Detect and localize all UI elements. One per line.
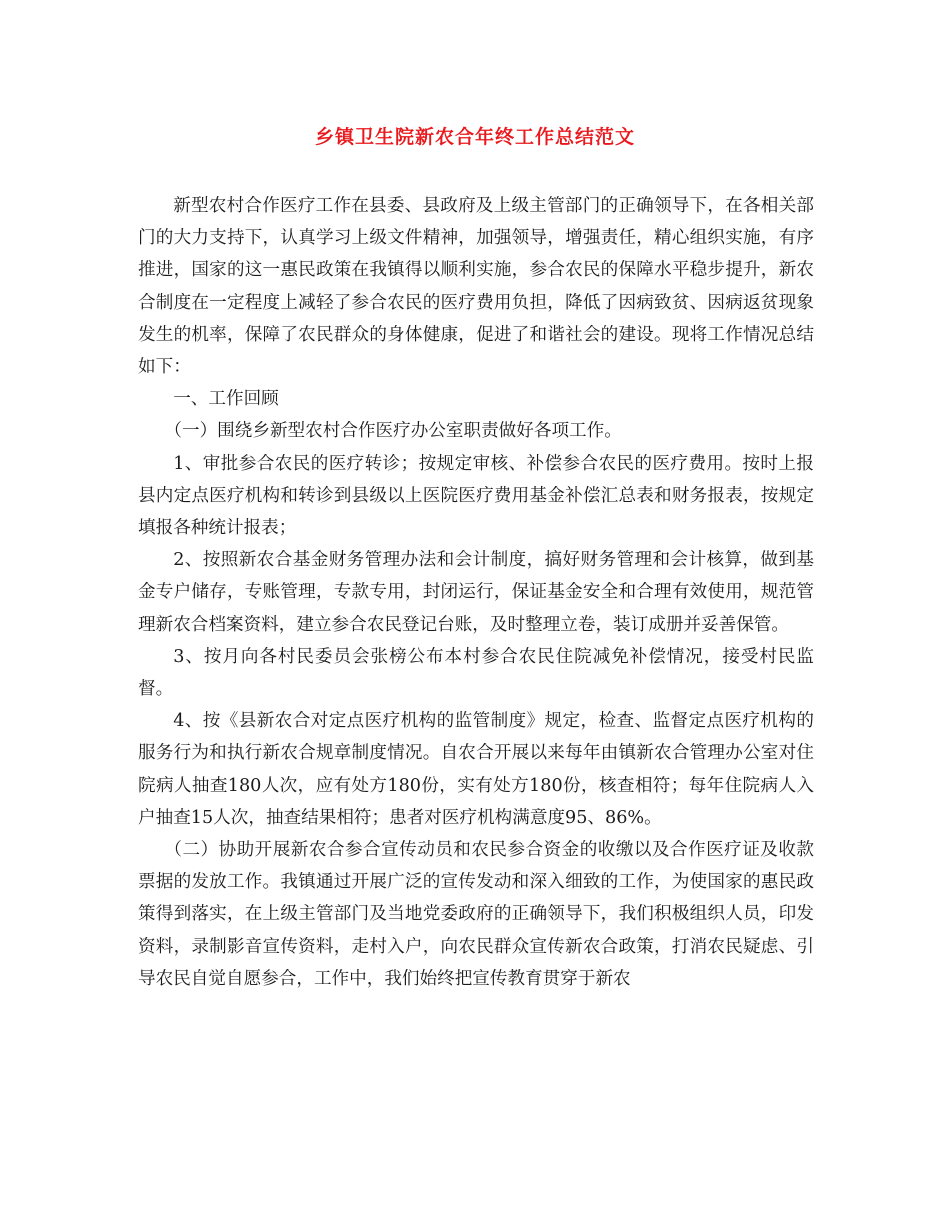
subsection-paragraph-2: （二）协助开展新农合参合宣传动员和农民参合资金的收缴以及合作医疗证及收款票据的发放工作。我镇通过开展广泛的宣传发动和深入细致的工作，为使国家的惠民政策得到落实，在上级主管部门及当地党委政府的正确领导下，我们积极组织人员，印发资料，录制影音宣传资料，走村入户，向农民群众宣传新农合政策，打消农民疑虑、引导农民自觉自愿参合，工作中，我们始终把宣传教育贯穿于新农	[138, 840, 814, 989]
document-title: 乡镇卫生院新农合年终工作总结范文	[314, 126, 635, 148]
paragraph-intro: 新型农村合作医疗工作在县委、县政府及上级主管部门的正确领导下，在各相关部门的大力支持下，认真学习上级文件精神，加强领导，增强责任，精心组织实施，有序推进，国家的这一惠民政策在我镇得以顺利实施，参合农民的保障水平稳步提升，新农合制度在一定程度上减轻了参合农民的医疗费用负担，降低了因病致贫、因病返贫现象发生的机率，保障了农民群众的身体健康，促进了和谐社会的建设。现将工作情况总结如下：	[138, 196, 814, 378]
paragraph-item-4: 4、按《县新农合对定点医疗机构的监管制度》规定，检查、监督定点医疗机构的服务行为和执行新农合规章制度情况。自农合开展以来每年由镇新农合管理办公室对住院病人抽查180人次，应有处方180份，实有处方180份，核查相符；每年住院病人入户抽查15人次，抽查结果相符；患者对医疗机构满意度95、86%。	[138, 711, 814, 828]
section-heading-review: 一、工作回顾	[173, 389, 279, 410]
subsection-heading-1: （一）围绕乡新型农村合作医疗办公室职责做好各项工作。	[164, 421, 622, 442]
paragraph-item-2: 2、按照新农合基金财务管理办法和会计制度，搞好财务管理和会计核算，做到基金专户储存，专账管理，专款专用，封闭运行，保证基金安全和合理有效使用，规范管理新农合档案资料，建立参合农民登记台账，及时整理立卷，装订成册并妥善保管。	[138, 550, 814, 635]
document-body	[138, 190, 814, 995]
paragraph-item-3: 3、按月向各村民委员会张榜公布本村参合农民住院减免补偿情况，接受村民监督。	[138, 646, 814, 700]
paragraph-item-1: 1、审批参合农民的医疗转诊；按规定审核、补偿参合农民的医疗费用。按时上报县内定点医疗机构和转诊到县级以上医院医疗费用基金补偿汇总表和财务报表，按规定填报各种统计报表；	[138, 453, 814, 539]
